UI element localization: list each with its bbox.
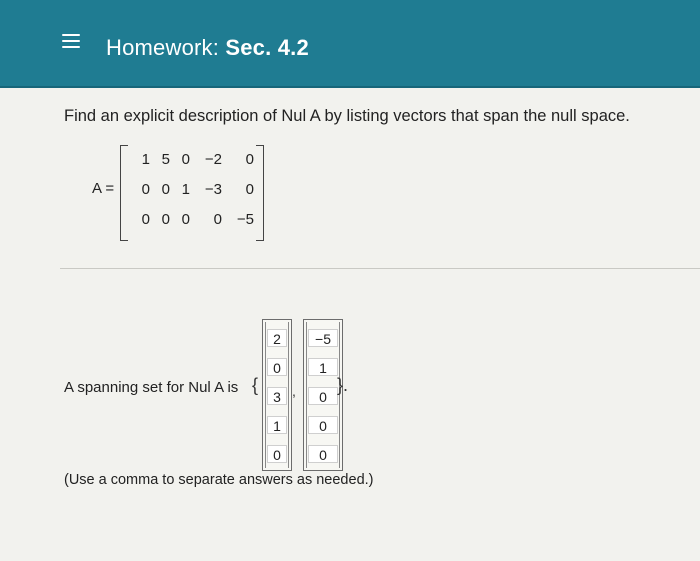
matrix-cell: 0 [141, 181, 150, 198]
answer-vector-1 [262, 319, 292, 471]
answer-hint: (Use a comma to separate answers as needed.) [64, 472, 374, 488]
matrix-cell: −2 [204, 151, 222, 168]
matrix-cell: 5 [161, 151, 170, 168]
title-prefix: Homework: [106, 35, 220, 60]
vector-entry-input[interactable]: −5 [308, 329, 338, 347]
vector-entry-input[interactable]: 0 [308, 445, 338, 463]
section-divider [60, 268, 700, 269]
matrix-cell: 0 [141, 211, 150, 228]
set-open-brace: { [252, 375, 259, 395]
closing-period: . [343, 375, 349, 395]
header-bar [0, 0, 700, 88]
title-section: Sec. 4.2 [225, 35, 309, 60]
vector-entry-input[interactable]: 0 [267, 358, 287, 376]
hamburger-menu-icon[interactable] [62, 34, 80, 48]
matrix-cell: 0 [245, 181, 254, 198]
close-brace-glyph: } [337, 375, 344, 395]
matrix-cell: 0 [213, 211, 222, 228]
question-card [0, 88, 700, 561]
matrix-cell: 0 [161, 181, 170, 198]
matrix-a [120, 145, 264, 241]
vector-entry-input[interactable]: 1 [267, 416, 287, 434]
vector-entry-input[interactable]: 0 [308, 387, 338, 405]
vector-entry-input[interactable]: 0 [308, 416, 338, 434]
vector-entry-input[interactable]: 0 [267, 445, 287, 463]
page-title [106, 35, 309, 61]
matrix-cell: 1 [181, 181, 190, 198]
vector-entry-input[interactable]: 3 [267, 387, 287, 405]
vector-separator: , [292, 383, 296, 399]
matrix-cell: −5 [236, 211, 254, 228]
matrix-cell: −3 [204, 181, 222, 198]
matrix-left-bracket [120, 145, 128, 241]
matrix-cell: 0 [161, 211, 170, 228]
matrix-cell: 0 [181, 151, 190, 168]
matrix-cell: 0 [245, 151, 254, 168]
set-close-brace [337, 375, 348, 396]
matrix-label: A = [92, 180, 115, 197]
vector-entry-input[interactable]: 2 [267, 329, 287, 347]
matrix-right-bracket [256, 145, 264, 241]
question-prompt: Find an explicit description of Nul A by listing vectors that span the null space. [64, 107, 630, 125]
spanning-set-label: A spanning set for Nul A is [64, 379, 239, 396]
matrix-cell: 0 [181, 211, 190, 228]
vector-entry-input[interactable]: 1 [308, 358, 338, 376]
matrix-cell: 1 [141, 151, 150, 168]
